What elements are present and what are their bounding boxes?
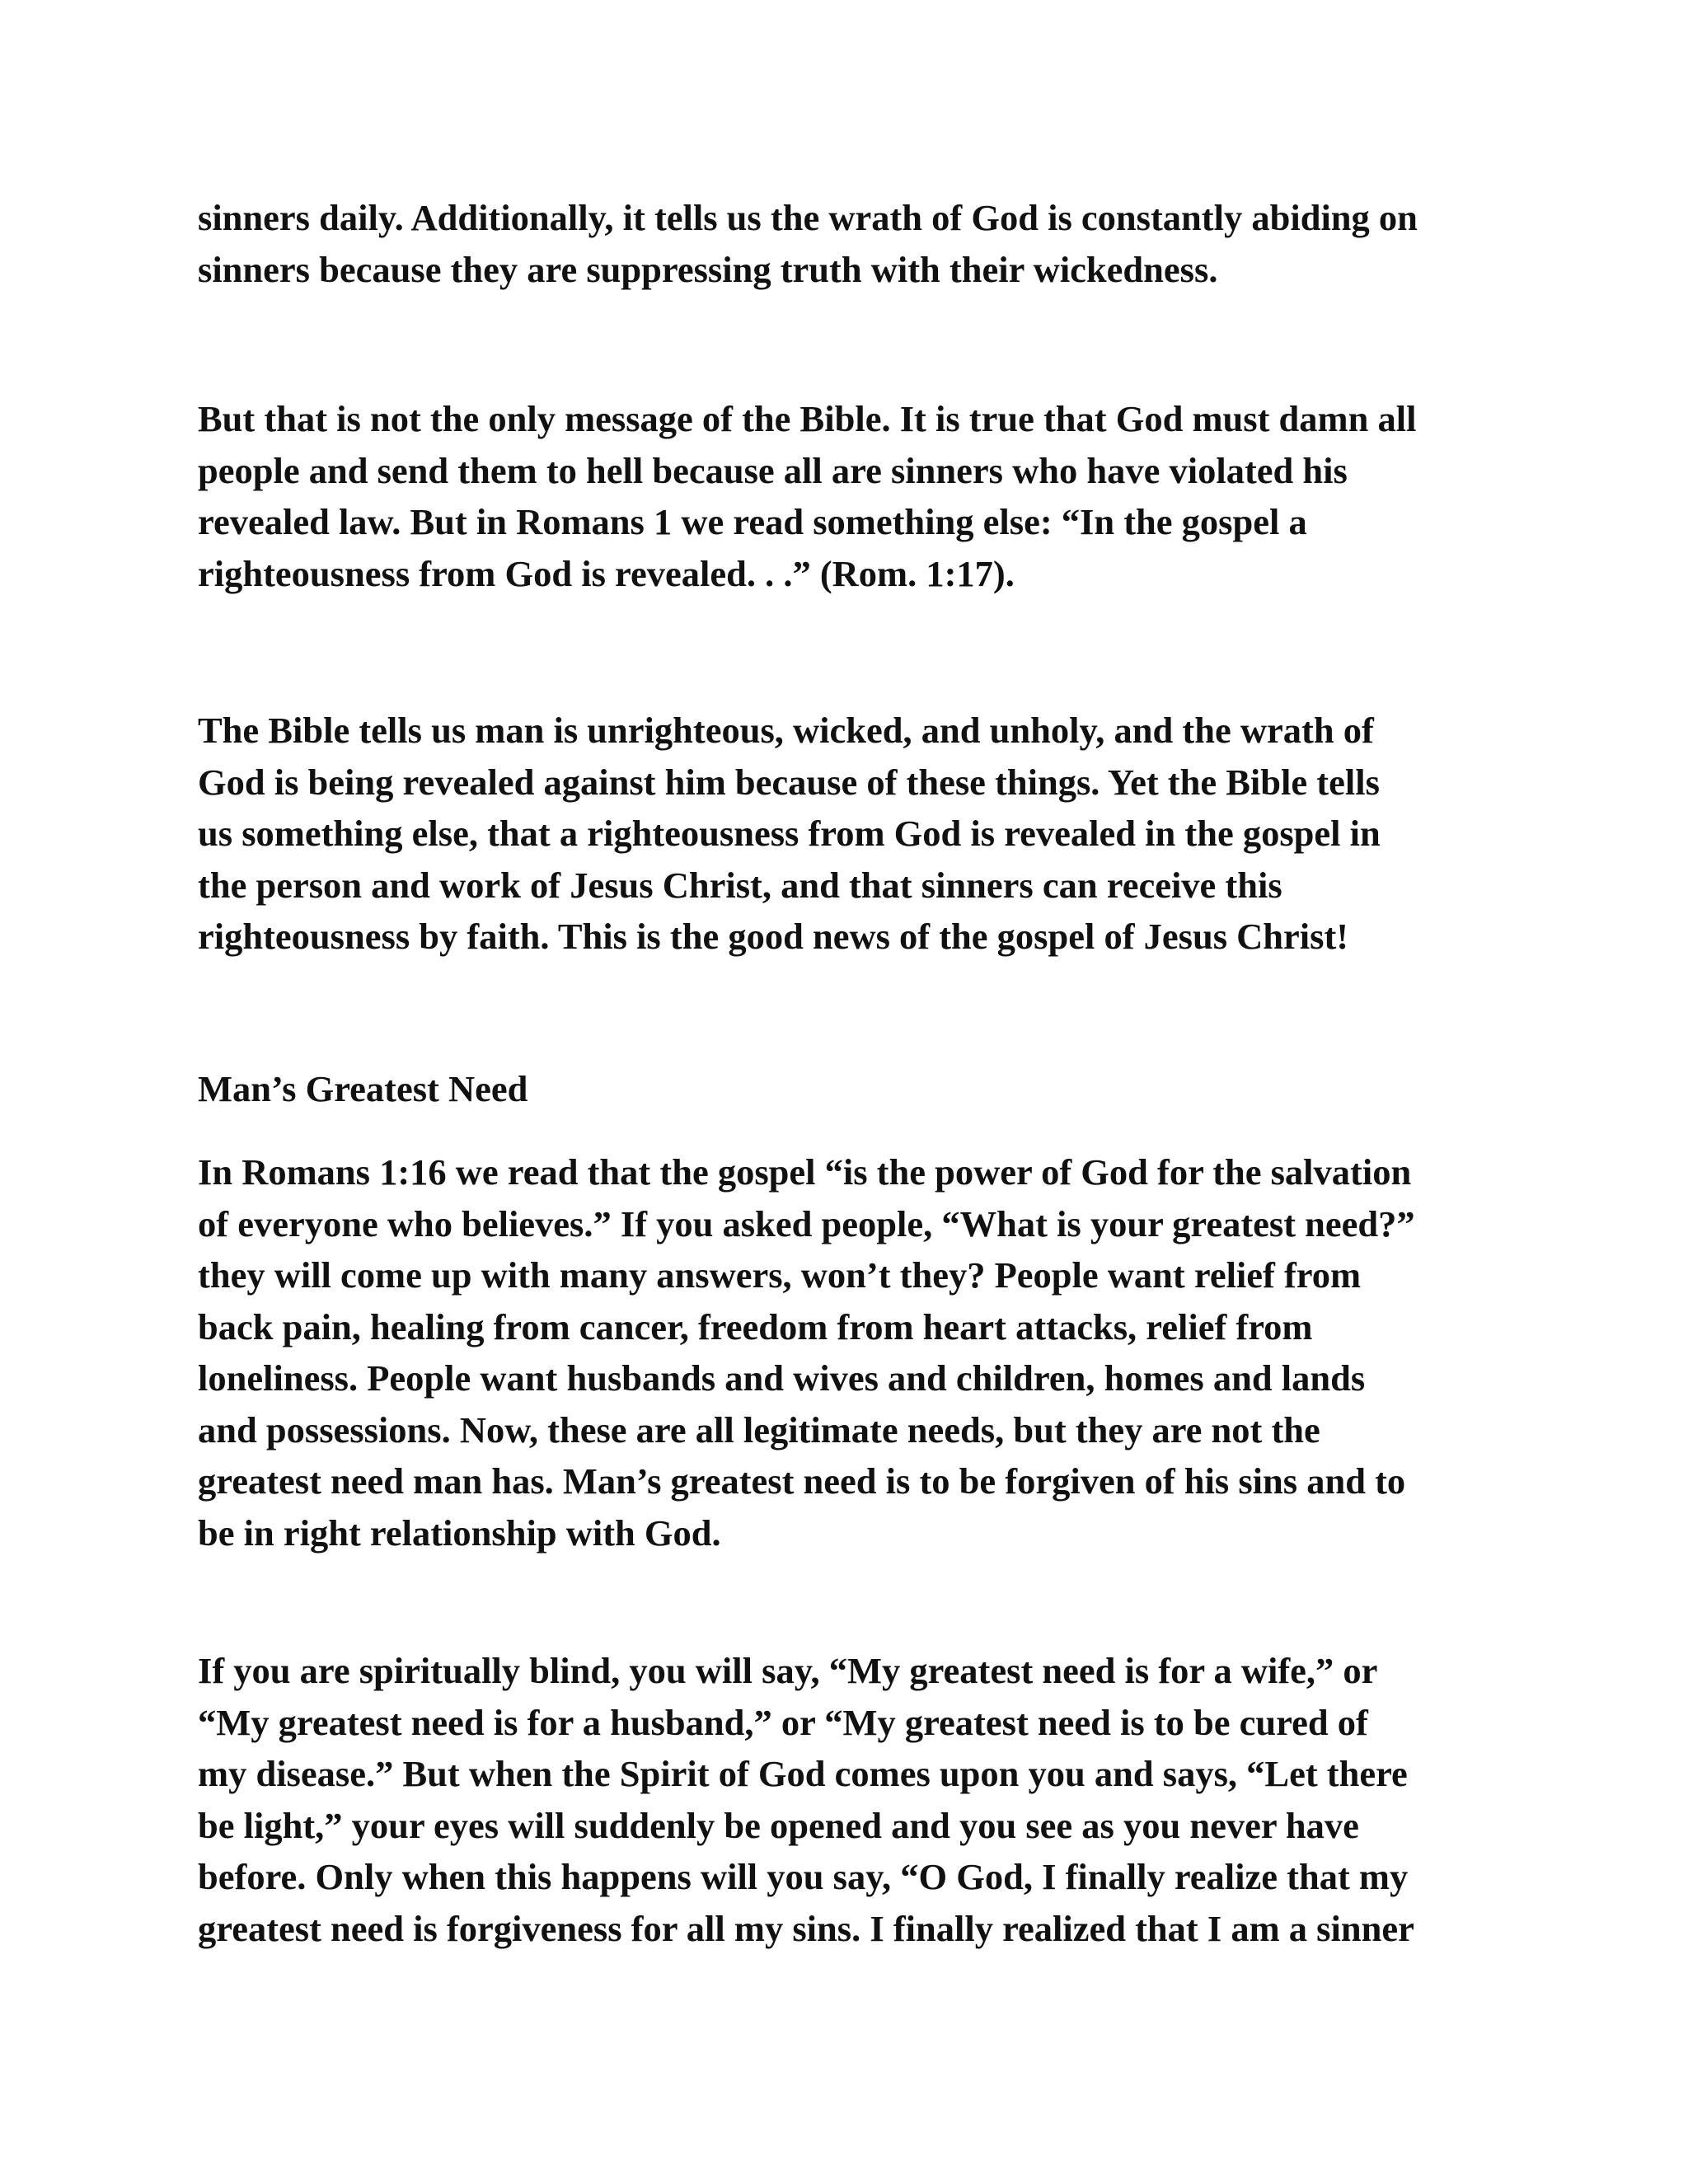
- paragraph-line: they will come up with many answers, won’t they? People want relief from: [198, 1254, 1362, 1296]
- paragraph-line: righteousness from God is revealed. . .” (Rom. 1:17).: [198, 552, 1015, 594]
- paragraph-line: The Bible tells us man is unrighteous, wicked, and unholy, and the wrath of: [198, 710, 1374, 751]
- paragraph-line: people and send them to hell because all are sinners who have violated his: [198, 449, 1348, 491]
- paragraph-line: righteousness by faith. This is the good news of the gospel of Jesus Christ!: [198, 916, 1349, 957]
- section-heading: [198, 1063, 1500, 1115]
- paragraph-line: the person and work of Jesus Christ, and that sinners can receive this: [198, 864, 1282, 906]
- paragraph-line: revealed law. But in Romans 1 we read something else: “In the gospel a: [198, 501, 1307, 542]
- paragraph-line: before. Only when this happens will you say, “O God, I finally realize that my: [198, 1856, 1409, 1897]
- section-heading-text: Man’s Greatest Need: [198, 1068, 528, 1109]
- paragraph-line: sinners because they are suppressing truth with their wickedness.: [198, 248, 1218, 290]
- paragraph-3: [198, 705, 1500, 963]
- paragraph-line: greatest need is forgiveness for all my sins. I finally realized that I am a sinner: [198, 1907, 1414, 1949]
- paragraph-line: be light,” your eyes will suddenly be opened and you see as you never have: [198, 1804, 1359, 1846]
- paragraph-4: [198, 1146, 1500, 1558]
- paragraph-line: greatest need man has. Man’s greatest need is to be forgiven of his sins and to: [198, 1460, 1406, 1502]
- paragraph-line: back pain, healing from cancer, freedom from heart attacks, relief from: [198, 1305, 1313, 1347]
- paragraph-1: [198, 192, 1500, 295]
- paragraph-line: be in right relationship with God.: [198, 1511, 721, 1554]
- paragraph-line: God is being revealed against him because of these things. Yet the Bible tells: [198, 761, 1380, 803]
- paragraph-line: my disease.” But when the Spirit of God comes upon you and says, “Let there: [198, 1753, 1408, 1794]
- paragraph-line: sinners daily. Additionally, it tells us the wrath of God is constantly abiding on: [198, 197, 1418, 238]
- paragraph-line: of everyone who believes.” If you asked people, “What is your greatest need?”: [198, 1202, 1415, 1244]
- paragraph-line: “My greatest need is for a husband,” or “My greatest need is to be cured of: [198, 1701, 1368, 1743]
- paragraph-line: In Romans 1:16 we read that the gospel “is the power of God for the salvation: [198, 1151, 1412, 1193]
- paragraph-line: and possessions. Now, these are all legitimate needs, but they are not the: [198, 1408, 1320, 1451]
- paragraph-line: loneliness. People want husbands and wives and children, homes and lands: [198, 1357, 1366, 1399]
- paragraph-line: If you are spiritually blind, you will say, “My greatest need is for a wife,” or: [198, 1650, 1378, 1691]
- paragraph-line: us something else, that a righteousness from God is revealed in the gospel in: [198, 813, 1381, 854]
- paragraph-2: [198, 393, 1500, 599]
- paragraph-line: But that is not the only message of the Bible. It is true that God must damn all: [198, 398, 1417, 439]
- paragraph-5: [198, 1645, 1500, 1954]
